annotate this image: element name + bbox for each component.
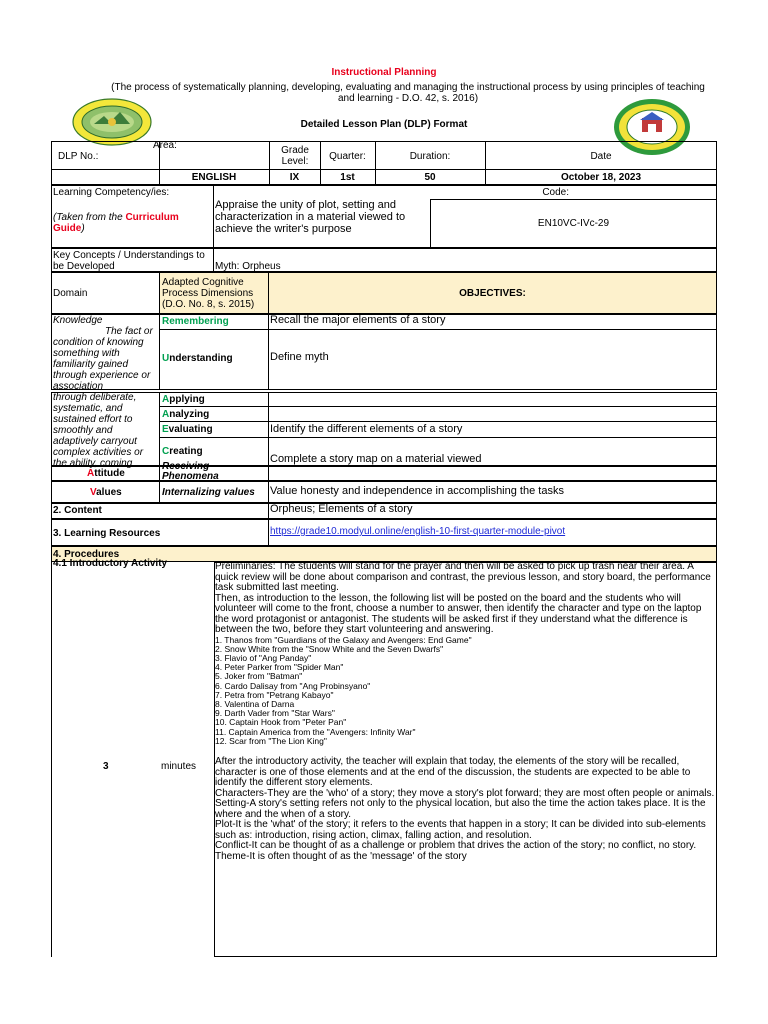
area-label: Area:: [153, 140, 177, 151]
page-title: Instructional Planning: [331, 67, 437, 78]
list-item: 8. Valentina of Darna: [215, 698, 295, 709]
curriculum-guide-text: Curriculum Guide: [53, 212, 179, 234]
theme-paragraph: Theme-It is often thought of as the 'message' of the story: [215, 850, 467, 862]
character-list: [215, 636, 715, 746]
characters-paragraph: Characters-They are the 'who' of a story; they move a story's plot forward; they are most often people or animals.: [215, 787, 715, 799]
content-label: 2. Content: [53, 505, 102, 516]
area-value: ENGLISH: [191, 172, 237, 183]
minutes-value: 3: [103, 761, 109, 772]
values-label: [90, 487, 122, 498]
attitude-label: [87, 468, 125, 479]
values-initial: V: [90, 487, 97, 498]
applying-rest: pplying: [169, 394, 205, 405]
key-concepts-label: Key Concepts / Understandings to be Developed: [53, 250, 205, 272]
procedure-text-2: [215, 757, 715, 862]
date-value: October 18, 2023: [560, 172, 642, 183]
resources-link[interactable]: https://grade10.modyul.online/english-10-first-quarter-module-pivot: [270, 526, 566, 537]
evaluating-label: [162, 424, 213, 435]
grade-level-label: Grade Level:: [281, 145, 309, 167]
taken-prefix: (Taken from the: [53, 212, 126, 223]
page-subtitle: (The process of systematically planning, developing, evaluating and managing the instructional process by using principles of teaching and learning - D.O. 42, s. 2016): [111, 82, 705, 104]
introduction-paragraph: Then, as introduction to the lesson, the following list will be posted on the board and the students who will volunteer will come to the front, choose a number to answer, then identify the character and type on the laptop the word protagonist or antagonist. The students will be asked first if they understand what the difference is between the two, before they start volunteering and answering.: [215, 592, 702, 635]
evaluating-rest: valuating: [168, 424, 213, 435]
list-item: 4. Peter Parker from "Spider Man": [215, 662, 344, 673]
remembering-label: Remembering: [162, 316, 229, 327]
dlp-no-label: DLP No.:: [58, 151, 99, 162]
competency-label: Learning Competency/ies:: [53, 187, 170, 198]
understanding-initial: U: [162, 353, 170, 364]
analyzing-initial: A: [162, 409, 170, 420]
duration-value: 50: [424, 172, 436, 183]
grade-value: IX: [289, 172, 300, 183]
knowledge-description: The fact or condition of knowing something with familiarity gained through experience or association: [53, 326, 153, 392]
minutes-label: minutes: [161, 761, 197, 772]
applying-initial: A: [162, 394, 170, 405]
content-value: Orpheus; Elements of a story: [270, 503, 413, 515]
list-item: 5. Joker from "Batman": [215, 671, 303, 682]
list-item: 3. Flavio of "Ang Panday": [215, 652, 312, 663]
date-label: Date: [590, 151, 612, 162]
creating-objective: Complete a story map on a material viewed: [270, 453, 482, 465]
setting-paragraph: Setting-A story's setting refers not only to the physical location, but also the time the action takes place. It is the where and the when of a story.: [215, 798, 706, 820]
analyzing-rest: nalyzing: [169, 409, 210, 420]
evaluating-objective: Identify the different elements of a story: [270, 423, 463, 435]
understanding-objective: Define myth: [270, 351, 329, 363]
values-rest: alues: [96, 487, 122, 498]
resources-label: 3. Learning Resources: [53, 528, 161, 539]
list-item: 12. Scar from "The Lion King": [215, 735, 327, 746]
procedure-text: [215, 562, 715, 746]
values-objective: Value honesty and independence in accomplishing the tasks: [270, 485, 564, 497]
list-item: 9. Darth Vader from "Star Wars": [215, 708, 335, 719]
conflict-paragraph: Conflict-It can be thought of as a challenge or problem that drives the action of the story; no conflict, no story.: [215, 840, 697, 851]
code-label: Code:: [542, 187, 569, 198]
quarter-label: Quarter:: [329, 151, 366, 162]
preliminaries-paragraph: Preliminaries: The students will stand for the prayer and then will be asked to pick up trash near their area. A quick review will be done about comparison and contrast, the previous lesson, and story board, the performance task submitted last meeting.: [215, 561, 711, 593]
list-item: 2. Snow White from the "Snow White and the Seven Dwarfs": [215, 643, 444, 654]
creating-initial: C: [162, 446, 170, 457]
applying-label: [162, 394, 205, 405]
adapted-cognitive-label: Adapted Cognitive Process Dimensions (D.O. No. 8, s. 2015): [162, 277, 255, 310]
objectives-label: OBJECTIVES:: [459, 288, 526, 299]
duration-label: Duration:: [409, 151, 451, 162]
attitude-initial: A: [87, 468, 95, 479]
procedures-label: 4. Procedures: [53, 549, 120, 560]
introductory-activity-label: 4.1 Introductory Activity: [53, 558, 168, 569]
plot-paragraph: Plot-It is the 'what' of the story; it refers to the events that happen in a story; It can be divided into sub-elements such as: introduction, rising action, climax, falling action, and resolution.: [215, 819, 706, 841]
key-concepts-value: Myth: Orpheus: [215, 261, 281, 272]
format-title: Detailed Lesson Plan (DLP) Format: [300, 119, 468, 130]
list-item: 1. Thanos from "Guardians of the Galaxy and Avengers: End Game": [215, 634, 472, 645]
code-value: EN10VC-IVc-29: [537, 218, 610, 229]
list-item: 6. Cardo Dalisay from "Ang Probinsyano": [215, 680, 371, 691]
knowledge-title: Knowledge: [53, 315, 103, 326]
understanding-label: [162, 353, 233, 364]
attitude-rest: ttitude: [94, 468, 125, 479]
quarter-value: 1st: [340, 172, 355, 183]
creating-rest: reating: [169, 446, 203, 457]
understanding-rest: nderstanding: [169, 353, 233, 364]
skills-description: through deliberate, systematic, and sustained effort to smoothly and adaptively carryout complex activities or the ability, coming: [53, 392, 144, 469]
competency-text: Appraise the unity of plot, setting and characterization in a material viewed to achieve the writer's purpose: [215, 199, 406, 235]
deped-seal-logo: [72, 98, 152, 146]
evaluating-initial: E: [162, 424, 169, 435]
explanation-paragraph: After the introductory activity, the teacher will explain that today, the elements of the story will be recalled, character is one of those elements and at the end of the discussion, the students are expected to be able to identify the different story elements.: [215, 756, 691, 788]
taken-suffix: ): [81, 223, 85, 234]
receiving-phenomena-label: Receiving Phenomena: [162, 461, 219, 482]
attitude-row: [51, 466, 717, 481]
analyzing-label: [162, 409, 209, 420]
curriculum-guide-note: [53, 212, 208, 234]
creating-label: [162, 446, 203, 457]
domain-label: Domain: [53, 288, 88, 299]
list-item: 7. Petra from "Petrang Kabayo": [215, 689, 334, 700]
remembering-objective: Recall the major elements of a story: [270, 314, 446, 326]
internalizing-values-label: Internalizing values: [162, 487, 255, 498]
list-item: 11. Captain America from the "Avengers: Infinity War": [215, 726, 416, 737]
list-item: 10. Captain Hook from "Peter Pan": [215, 717, 347, 728]
